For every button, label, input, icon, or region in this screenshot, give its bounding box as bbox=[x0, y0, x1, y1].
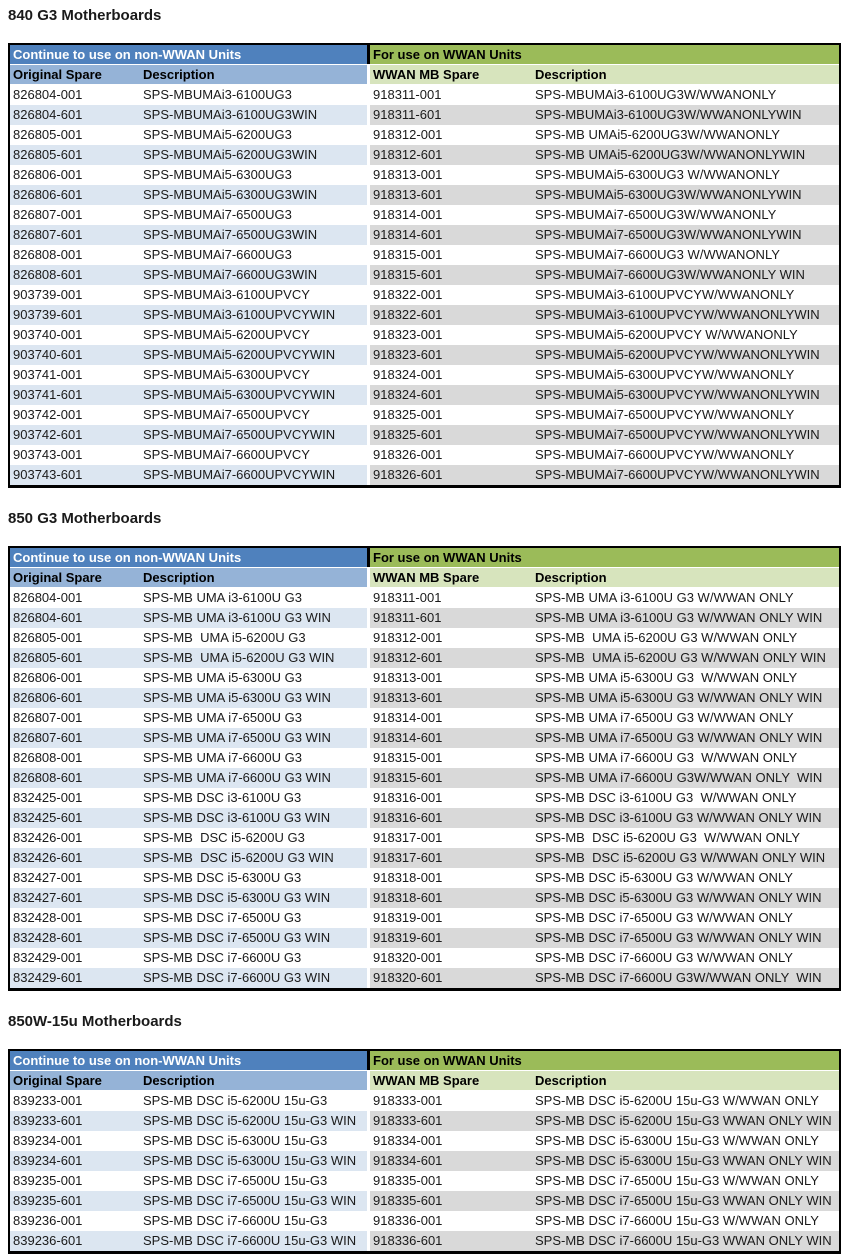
table-row bbox=[10, 1191, 839, 1211]
cell-description-right: SPS-MBUMAi3-6100UPVCYW/WWANONLYWIN bbox=[532, 305, 839, 325]
cell-original-spare: 826808-001 bbox=[13, 750, 83, 765]
cell-original-spare: 839233-601 bbox=[10, 1111, 140, 1131]
cell-original-spare: 839234-601 bbox=[10, 1151, 140, 1171]
cell-description-right: SPS-MB DSC i5-6200U 15u-G3 WWAN ONLY WIN bbox=[532, 1111, 839, 1131]
cell-wwan-mb-spare: 918312-001 bbox=[373, 127, 443, 142]
col-header-original-spare: Original Spare bbox=[10, 65, 140, 84]
table-row bbox=[10, 608, 839, 628]
col-header-description-right: Description bbox=[532, 1071, 839, 1090]
cell-description-left: SPS-MB DSC i5-6200U 15u-G3 bbox=[143, 1093, 328, 1108]
cell-description-right: SPS-MB UMA i3-6100U G3 W/WWAN ONLY bbox=[535, 590, 794, 605]
table-row bbox=[10, 648, 839, 668]
cell-wwan-mb-spare: 918319-601 bbox=[370, 928, 532, 948]
cell-original-spare: 839236-001 bbox=[13, 1213, 83, 1228]
cell-original-spare: 826808-601 bbox=[10, 265, 140, 285]
cell-original-spare: 826804-001 bbox=[13, 87, 83, 102]
cell-wwan-mb-spare: 918314-001 bbox=[373, 710, 443, 725]
cell-original-spare: 903741-601 bbox=[10, 385, 140, 405]
cell-original-spare: 839235-601 bbox=[10, 1191, 140, 1211]
cell-wwan-mb-spare: 918325-601 bbox=[370, 425, 532, 445]
cell-description-right: SPS-MBUMAi5-6300UPVCYW/WWANONLY bbox=[535, 367, 795, 382]
cell-wwan-mb-spare: 918316-001 bbox=[373, 790, 443, 805]
table-row bbox=[10, 968, 839, 988]
cell-wwan-mb-spare: 918313-001 bbox=[373, 670, 443, 685]
cell-description-left: SPS-MBUMAi3-6100UPVCY bbox=[143, 287, 310, 302]
cell-description-left: SPS-MB DSC i5-6300U G3 bbox=[143, 870, 302, 885]
table-row bbox=[10, 245, 839, 265]
cell-description-left: SPS-MBUMAi7-6600UPVCYWIN bbox=[140, 465, 367, 485]
cell-wwan-mb-spare: 918312-601 bbox=[370, 648, 532, 668]
table-row bbox=[10, 888, 839, 908]
wwan-banner: For use on WWAN Units bbox=[370, 45, 839, 64]
table-row bbox=[10, 385, 839, 405]
cell-description-right: SPS-MBUMAi3-6100UG3W/WWANONLY bbox=[535, 87, 777, 102]
table-row bbox=[10, 185, 839, 205]
table-row bbox=[10, 828, 839, 848]
table-row bbox=[10, 405, 839, 425]
wwan-banner: For use on WWAN Units bbox=[370, 1051, 839, 1070]
cell-description-left: SPS-MBUMAi7-6600UPVCY bbox=[143, 447, 310, 462]
cell-wwan-mb-spare: 918336-001 bbox=[373, 1213, 443, 1228]
cell-original-spare: 826806-601 bbox=[10, 688, 140, 708]
cell-original-spare: 839236-601 bbox=[10, 1231, 140, 1251]
cell-wwan-mb-spare: 918318-001 bbox=[373, 870, 443, 885]
table-row bbox=[10, 285, 839, 305]
cell-wwan-mb-spare: 918315-001 bbox=[373, 750, 443, 765]
table-row bbox=[10, 1131, 839, 1151]
cell-original-spare: 826805-001 bbox=[13, 127, 83, 142]
cell-description-right: SPS-MB UMA i5-6300U G3 W/WWAN ONLY bbox=[535, 670, 798, 685]
table-row bbox=[10, 85, 839, 105]
cell-original-spare: 903739-001 bbox=[13, 287, 83, 302]
cell-wwan-mb-spare: 918322-601 bbox=[370, 305, 532, 325]
cell-description-left: SPS-MB UMA i7-6600U G3 WIN bbox=[140, 768, 367, 788]
table-row bbox=[10, 365, 839, 385]
table-row bbox=[10, 788, 839, 808]
cell-description-right: SPS-MBUMAi7-6600UPVCYW/WWANONLY bbox=[535, 447, 795, 462]
cell-original-spare: 826804-001 bbox=[13, 590, 83, 605]
cell-wwan-mb-spare: 918335-601 bbox=[370, 1191, 532, 1211]
cell-description-left: SPS-MB UMA i5-6300U G3 WIN bbox=[140, 688, 367, 708]
table-banner-row bbox=[10, 548, 839, 568]
cell-description-left: SPS-MBUMAi7-6600UG3WIN bbox=[140, 265, 367, 285]
table-banner-row bbox=[10, 1051, 839, 1071]
cell-wwan-mb-spare: 918324-601 bbox=[370, 385, 532, 405]
cell-wwan-mb-spare: 918334-001 bbox=[373, 1133, 443, 1148]
cell-wwan-mb-spare: 918311-001 bbox=[373, 590, 442, 605]
cell-wwan-mb-spare: 918320-601 bbox=[370, 968, 532, 988]
cell-description-left: SPS-MBUMAi7-6500UPVCY bbox=[143, 407, 310, 422]
cell-original-spare: 903740-601 bbox=[10, 345, 140, 365]
cell-original-spare: 826806-601 bbox=[10, 185, 140, 205]
cell-description-left: SPS-MBUMAi5-6200UPVCYWIN bbox=[140, 345, 367, 365]
col-header-wwan-mb-spare: WWAN MB Spare bbox=[370, 568, 532, 587]
cell-wwan-mb-spare: 918336-601 bbox=[370, 1231, 532, 1251]
cell-wwan-mb-spare: 918323-601 bbox=[370, 345, 532, 365]
motherboard-section bbox=[8, 7, 841, 488]
table-row bbox=[10, 205, 839, 225]
cell-wwan-mb-spare: 918318-601 bbox=[370, 888, 532, 908]
cell-wwan-mb-spare: 918317-601 bbox=[370, 848, 532, 868]
table-row bbox=[10, 588, 839, 608]
table-row bbox=[10, 445, 839, 465]
cell-description-left: SPS-MBUMAi5-6200UG3 bbox=[143, 127, 292, 142]
cell-original-spare: 826805-601 bbox=[10, 648, 140, 668]
cell-original-spare: 832425-001 bbox=[13, 790, 83, 805]
cell-wwan-mb-spare: 918315-001 bbox=[373, 247, 443, 262]
cell-wwan-mb-spare: 918312-601 bbox=[370, 145, 532, 165]
cell-original-spare: 826805-001 bbox=[13, 630, 83, 645]
cell-wwan-mb-spare: 918334-601 bbox=[370, 1151, 532, 1171]
table-row bbox=[10, 1231, 839, 1251]
cell-description-right: SPS-MBUMAi5-6300UG3W/WWANONLYWIN bbox=[532, 185, 839, 205]
cell-description-right: SPS-MBUMAi5-6200UPVCYW/WWANONLYWIN bbox=[532, 345, 839, 365]
cell-description-left: SPS-MBUMAi3-6100UPVCYWIN bbox=[140, 305, 367, 325]
cell-description-right: SPS-MB UMA i5-6300U G3 W/WWAN ONLY WIN bbox=[532, 688, 839, 708]
cell-original-spare: 826807-001 bbox=[13, 207, 83, 222]
column-header-row bbox=[10, 65, 839, 85]
table-row bbox=[10, 1091, 839, 1111]
cell-wwan-mb-spare: 918317-001 bbox=[373, 830, 443, 845]
cell-original-spare: 832429-601 bbox=[10, 968, 140, 988]
cell-description-right: SPS-MB UMA i7-6500U G3 W/WWAN ONLY WIN bbox=[532, 728, 839, 748]
cell-description-left: SPS-MB DSC i7-6600U 15u-G3 WIN bbox=[140, 1231, 367, 1251]
table-row bbox=[10, 908, 839, 928]
col-header-original-spare: Original Spare bbox=[10, 568, 140, 587]
cell-description-left: SPS-MB UMA i3-6100U G3 WIN bbox=[140, 608, 367, 628]
cell-description-left: SPS-MB UMA i5-6200U G3 WIN bbox=[140, 648, 367, 668]
cell-description-right: SPS-MB DSC i5-6300U G3 W/WWAN ONLY WIN bbox=[532, 888, 839, 908]
cell-description-right: SPS-MB DSC i7-6600U 15u-G3 WWAN ONLY WIN bbox=[532, 1231, 839, 1251]
cell-description-right: SPS-MB DSC i7-6600U 15u-G3 W/WWAN ONLY bbox=[535, 1213, 819, 1228]
cell-description-right: SPS-MB DSC i7-6500U 15u-G3 WWAN ONLY WIN bbox=[532, 1191, 839, 1211]
cell-description-left: SPS-MB DSC i3-6100U G3 WIN bbox=[140, 808, 367, 828]
col-header-description-right: Description bbox=[532, 65, 839, 84]
cell-wwan-mb-spare: 918326-601 bbox=[370, 465, 532, 485]
cell-description-left: SPS-MB DSC i5-6300U G3 WIN bbox=[140, 888, 367, 908]
table-row bbox=[10, 1211, 839, 1231]
cell-original-spare: 832427-001 bbox=[13, 870, 83, 885]
table-row bbox=[10, 728, 839, 748]
cell-description-left: SPS-MBUMAi5-6200UG3WIN bbox=[140, 145, 367, 165]
cell-description-left: SPS-MB DSC i5-6200U G3 WIN bbox=[140, 848, 367, 868]
cell-description-left: SPS-MBUMAi5-6300UG3 bbox=[143, 167, 292, 182]
cell-description-right: SPS-MB DSC i5-6200U 15u-G3 W/WWAN ONLY bbox=[535, 1093, 819, 1108]
cell-wwan-mb-spare: 918326-001 bbox=[373, 447, 443, 462]
cell-description-left: SPS-MBUMAi7-6500UG3 bbox=[143, 207, 292, 222]
table-row bbox=[10, 145, 839, 165]
cell-description-left: SPS-MB UMA i7-6500U G3 bbox=[143, 710, 302, 725]
cell-description-right: SPS-MBUMAi7-6500UG3W/WWANONLYWIN bbox=[532, 225, 839, 245]
cell-original-spare: 826807-601 bbox=[10, 728, 140, 748]
cell-description-right: SPS-MB UMA i5-6200U G3 W/WWAN ONLY WIN bbox=[532, 648, 839, 668]
cell-description-right: SPS-MBUMAi7-6600UPVCYW/WWANONLYWIN bbox=[532, 465, 839, 485]
cell-original-spare: 832426-001 bbox=[13, 830, 83, 845]
table-row bbox=[10, 688, 839, 708]
cell-original-spare: 826807-001 bbox=[13, 710, 83, 725]
cell-original-spare: 832428-001 bbox=[13, 910, 83, 925]
cell-original-spare: 903742-001 bbox=[13, 407, 83, 422]
cell-description-right: SPS-MB DSC i3-6100U G3 W/WWAN ONLY bbox=[535, 790, 797, 805]
cell-wwan-mb-spare: 918313-601 bbox=[370, 688, 532, 708]
cell-description-left: SPS-MB DSC i7-6500U G3 WIN bbox=[140, 928, 367, 948]
cell-description-right: SPS-MBUMAi3-6100UG3W/WWANONLYWIN bbox=[532, 105, 839, 125]
table-row bbox=[10, 125, 839, 145]
cell-wwan-mb-spare: 918333-601 bbox=[370, 1111, 532, 1131]
cell-description-right: SPS-MB DSC i7-6500U 15u-G3 W/WWAN ONLY bbox=[535, 1173, 819, 1188]
cell-original-spare: 903741-001 bbox=[13, 367, 83, 382]
non-wwan-banner: Continue to use on non-WWAN Units bbox=[10, 548, 367, 567]
non-wwan-banner: Continue to use on non-WWAN Units bbox=[10, 1051, 367, 1070]
cell-description-left: SPS-MBUMAi5-6300UPVCYWIN bbox=[140, 385, 367, 405]
cell-wwan-mb-spare: 918311-601 bbox=[370, 105, 532, 125]
cell-original-spare: 903740-001 bbox=[13, 327, 83, 342]
cell-description-right: SPS-MBUMAi7-6500UG3W/WWANONLY bbox=[535, 207, 777, 222]
cell-description-right: SPS-MBUMAi3-6100UPVCYW/WWANONLY bbox=[535, 287, 795, 302]
cell-description-right: SPS-MB UMA i5-6200U G3 W/WWAN ONLY bbox=[535, 630, 798, 645]
motherboard-section bbox=[8, 510, 841, 991]
table-row bbox=[10, 808, 839, 828]
wwan-banner: For use on WWAN Units bbox=[370, 548, 839, 567]
cell-description-right: SPS-MBUMAi5-6300UPVCYW/WWANONLYWIN bbox=[532, 385, 839, 405]
cell-description-right: SPS-MBUMAi7-6600UG3 W/WWANONLY bbox=[535, 247, 780, 262]
cell-original-spare: 832426-601 bbox=[10, 848, 140, 868]
cell-description-left: SPS-MB UMA i7-6500U G3 WIN bbox=[140, 728, 367, 748]
cell-description-right: SPS-MB DSC i7-6500U G3 W/WWAN ONLY WIN bbox=[532, 928, 839, 948]
section-title: 850 G3 Motherboards bbox=[8, 510, 162, 527]
cell-description-left: SPS-MBUMAi3-6100UG3WIN bbox=[140, 105, 367, 125]
col-header-description-left: Description bbox=[140, 568, 367, 587]
table-row bbox=[10, 165, 839, 185]
cell-description-right: SPS-MB UMA i3-6100U G3 W/WWAN ONLY WIN bbox=[532, 608, 839, 628]
col-header-original-spare: Original Spare bbox=[10, 1071, 140, 1090]
cell-original-spare: 839233-001 bbox=[13, 1093, 83, 1108]
motherboard-section bbox=[8, 1013, 841, 1254]
cell-original-spare: 826805-601 bbox=[10, 145, 140, 165]
cell-description-right: SPS-MBUMAi7-6500UPVCYW/WWANONLY bbox=[535, 407, 795, 422]
cell-description-right: SPS-MB DSC i7-6500U G3 W/WWAN ONLY bbox=[535, 910, 793, 925]
cell-original-spare: 826808-601 bbox=[10, 768, 140, 788]
cell-wwan-mb-spare: 918315-601 bbox=[370, 768, 532, 788]
cell-description-left: SPS-MBUMAi7-6500UPVCYWIN bbox=[140, 425, 367, 445]
cell-description-right: SPS-MB UMAi5-6200UG3W/WWANONLYWIN bbox=[532, 145, 839, 165]
table-row bbox=[10, 345, 839, 365]
cell-description-right: SPS-MB UMA i7-6600U G3W/WWAN ONLY WIN bbox=[532, 768, 839, 788]
cell-description-left: SPS-MB DSC i3-6100U G3 bbox=[143, 790, 302, 805]
cell-description-right: SPS-MB DSC i5-6300U 15u-G3 WWAN ONLY WIN bbox=[532, 1151, 839, 1171]
cell-original-spare: 903739-601 bbox=[10, 305, 140, 325]
cell-description-left: SPS-MB DSC i7-6500U 15u-G3 bbox=[143, 1173, 328, 1188]
cell-description-left: SPS-MBUMAi5-6300UG3WIN bbox=[140, 185, 367, 205]
cell-description-left: SPS-MB UMA i5-6300U G3 bbox=[143, 670, 302, 685]
cell-description-left: SPS-MB DSC i7-6600U 15u-G3 bbox=[143, 1213, 328, 1228]
cell-wwan-mb-spare: 918311-001 bbox=[373, 87, 442, 102]
parts-table bbox=[8, 1049, 841, 1254]
cell-description-left: SPS-MBUMAi5-6300UPVCY bbox=[143, 367, 310, 382]
cell-description-left: SPS-MBUMAi5-6200UPVCY bbox=[143, 327, 310, 342]
cell-original-spare: 826807-601 bbox=[10, 225, 140, 245]
cell-original-spare: 903743-001 bbox=[13, 447, 83, 462]
cell-original-spare: 826804-601 bbox=[10, 608, 140, 628]
parts-table bbox=[8, 43, 841, 488]
table-row bbox=[10, 848, 839, 868]
cell-wwan-mb-spare: 918315-601 bbox=[370, 265, 532, 285]
cell-original-spare: 839235-001 bbox=[13, 1173, 83, 1188]
column-header-row bbox=[10, 568, 839, 588]
cell-description-right: SPS-MBUMAi5-6200UPVCY W/WWANONLY bbox=[535, 327, 798, 342]
cell-wwan-mb-spare: 918311-601 bbox=[370, 608, 532, 628]
cell-description-right: SPS-MB UMAi5-6200UG3W/WWANONLY bbox=[535, 127, 780, 142]
cell-original-spare: 832428-601 bbox=[10, 928, 140, 948]
cell-description-right: SPS-MB DSC i7-6600U G3W/WWAN ONLY WIN bbox=[532, 968, 839, 988]
cell-description-right: SPS-MBUMAi7-6500UPVCYW/WWANONLYWIN bbox=[532, 425, 839, 445]
cell-wwan-mb-spare: 918314-001 bbox=[373, 207, 443, 222]
cell-original-spare: 826804-601 bbox=[10, 105, 140, 125]
cell-wwan-mb-spare: 918316-601 bbox=[370, 808, 532, 828]
cell-wwan-mb-spare: 918322-001 bbox=[373, 287, 443, 302]
table-row bbox=[10, 105, 839, 125]
col-header-wwan-mb-spare: WWAN MB Spare bbox=[370, 65, 532, 84]
cell-description-right: SPS-MBUMAi5-6300UG3 W/WWANONLY bbox=[535, 167, 780, 182]
cell-description-right: SPS-MB UMA i7-6500U G3 W/WWAN ONLY bbox=[535, 710, 794, 725]
col-header-description-right: Description bbox=[532, 568, 839, 587]
col-header-description-left: Description bbox=[140, 65, 367, 84]
section-title: 850W-15u Motherboards bbox=[8, 1013, 182, 1030]
cell-original-spare: 903743-601 bbox=[10, 465, 140, 485]
cell-description-right: SPS-MB DSC i5-6200U G3 W/WWAN ONLY WIN bbox=[532, 848, 839, 868]
cell-wwan-mb-spare: 918314-601 bbox=[370, 728, 532, 748]
cell-original-spare: 832429-001 bbox=[13, 950, 83, 965]
table-row bbox=[10, 465, 839, 485]
cell-original-spare: 826806-001 bbox=[13, 670, 83, 685]
table-row bbox=[10, 325, 839, 345]
cell-description-left: SPS-MB DSC i7-6600U G3 WIN bbox=[140, 968, 367, 988]
cell-description-left: SPS-MBUMAi3-6100UG3 bbox=[143, 87, 292, 102]
cell-description-left: SPS-MBUMAi7-6500UG3WIN bbox=[140, 225, 367, 245]
table-row bbox=[10, 628, 839, 648]
cell-description-right: SPS-MB DSC i5-6300U G3 W/WWAN ONLY bbox=[535, 870, 793, 885]
cell-wwan-mb-spare: 918325-001 bbox=[373, 407, 443, 422]
cell-wwan-mb-spare: 918335-001 bbox=[373, 1173, 443, 1188]
table-row bbox=[10, 928, 839, 948]
cell-description-left: SPS-MBUMAi7-6600UG3 bbox=[143, 247, 292, 262]
table-row bbox=[10, 305, 839, 325]
cell-wwan-mb-spare: 918313-601 bbox=[370, 185, 532, 205]
cell-description-left: SPS-MB DSC i5-6200U 15u-G3 WIN bbox=[140, 1111, 367, 1131]
table-row bbox=[10, 1111, 839, 1131]
cell-description-left: SPS-MB DSC i7-6500U G3 bbox=[143, 910, 302, 925]
cell-wwan-mb-spare: 918312-001 bbox=[373, 630, 443, 645]
cell-description-left: SPS-MB DSC i5-6200U G3 bbox=[143, 830, 305, 845]
cell-original-spare: 832427-601 bbox=[10, 888, 140, 908]
table-row bbox=[10, 868, 839, 888]
cell-wwan-mb-spare: 918314-601 bbox=[370, 225, 532, 245]
table-row bbox=[10, 748, 839, 768]
table-row bbox=[10, 265, 839, 285]
cell-wwan-mb-spare: 918333-001 bbox=[373, 1093, 443, 1108]
cell-description-right: SPS-MB UMA i7-6600U G3 W/WWAN ONLY bbox=[535, 750, 798, 765]
column-header-row bbox=[10, 1071, 839, 1091]
cell-wwan-mb-spare: 918324-001 bbox=[373, 367, 443, 382]
table-row bbox=[10, 948, 839, 968]
cell-wwan-mb-spare: 918320-001 bbox=[373, 950, 443, 965]
section-title: 840 G3 Motherboards bbox=[8, 7, 162, 24]
cell-description-left: SPS-MB DSC i7-6600U G3 bbox=[143, 950, 302, 965]
cell-description-right: SPS-MB DSC i3-6100U G3 W/WWAN ONLY WIN bbox=[532, 808, 839, 828]
cell-original-spare: 832425-601 bbox=[10, 808, 140, 828]
cell-description-left: SPS-MB UMA i5-6200U G3 bbox=[143, 630, 306, 645]
table-row bbox=[10, 225, 839, 245]
cell-wwan-mb-spare: 918313-001 bbox=[373, 167, 443, 182]
table-row bbox=[10, 768, 839, 788]
cell-wwan-mb-spare: 918319-001 bbox=[373, 910, 443, 925]
table-row bbox=[10, 425, 839, 445]
table-row bbox=[10, 1151, 839, 1171]
cell-description-left: SPS-MB UMA i3-6100U G3 bbox=[143, 590, 302, 605]
cell-original-spare: 826808-001 bbox=[13, 247, 83, 262]
table-row bbox=[10, 708, 839, 728]
cell-description-left: SPS-MB DSC i5-6300U 15u-G3 WIN bbox=[140, 1151, 367, 1171]
cell-description-left: SPS-MB DSC i7-6500U 15u-G3 WIN bbox=[140, 1191, 367, 1211]
cell-original-spare: 826806-001 bbox=[13, 167, 83, 182]
cell-wwan-mb-spare: 918323-001 bbox=[373, 327, 443, 342]
table-banner-row bbox=[10, 45, 839, 65]
table-row bbox=[10, 1171, 839, 1191]
col-header-wwan-mb-spare: WWAN MB Spare bbox=[370, 1071, 532, 1090]
parts-table bbox=[8, 546, 841, 991]
cell-description-right: SPS-MB DSC i7-6600U G3 W/WWAN ONLY bbox=[535, 950, 793, 965]
cell-description-left: SPS-MB DSC i5-6300U 15u-G3 bbox=[143, 1133, 328, 1148]
table-row bbox=[10, 668, 839, 688]
cell-original-spare: 903742-601 bbox=[10, 425, 140, 445]
cell-original-spare: 839234-001 bbox=[13, 1133, 83, 1148]
non-wwan-banner: Continue to use on non-WWAN Units bbox=[10, 45, 367, 64]
cell-description-right: SPS-MB DSC i5-6300U 15u-G3 W/WWAN ONLY bbox=[535, 1133, 819, 1148]
col-header-description-left: Description bbox=[140, 1071, 367, 1090]
cell-description-right: SPS-MBUMAi7-6600UG3W/WWANONLY WIN bbox=[532, 265, 839, 285]
cell-description-right: SPS-MB DSC i5-6200U G3 W/WWAN ONLY bbox=[535, 830, 801, 845]
cell-description-left: SPS-MB UMA i7-6600U G3 bbox=[143, 750, 302, 765]
